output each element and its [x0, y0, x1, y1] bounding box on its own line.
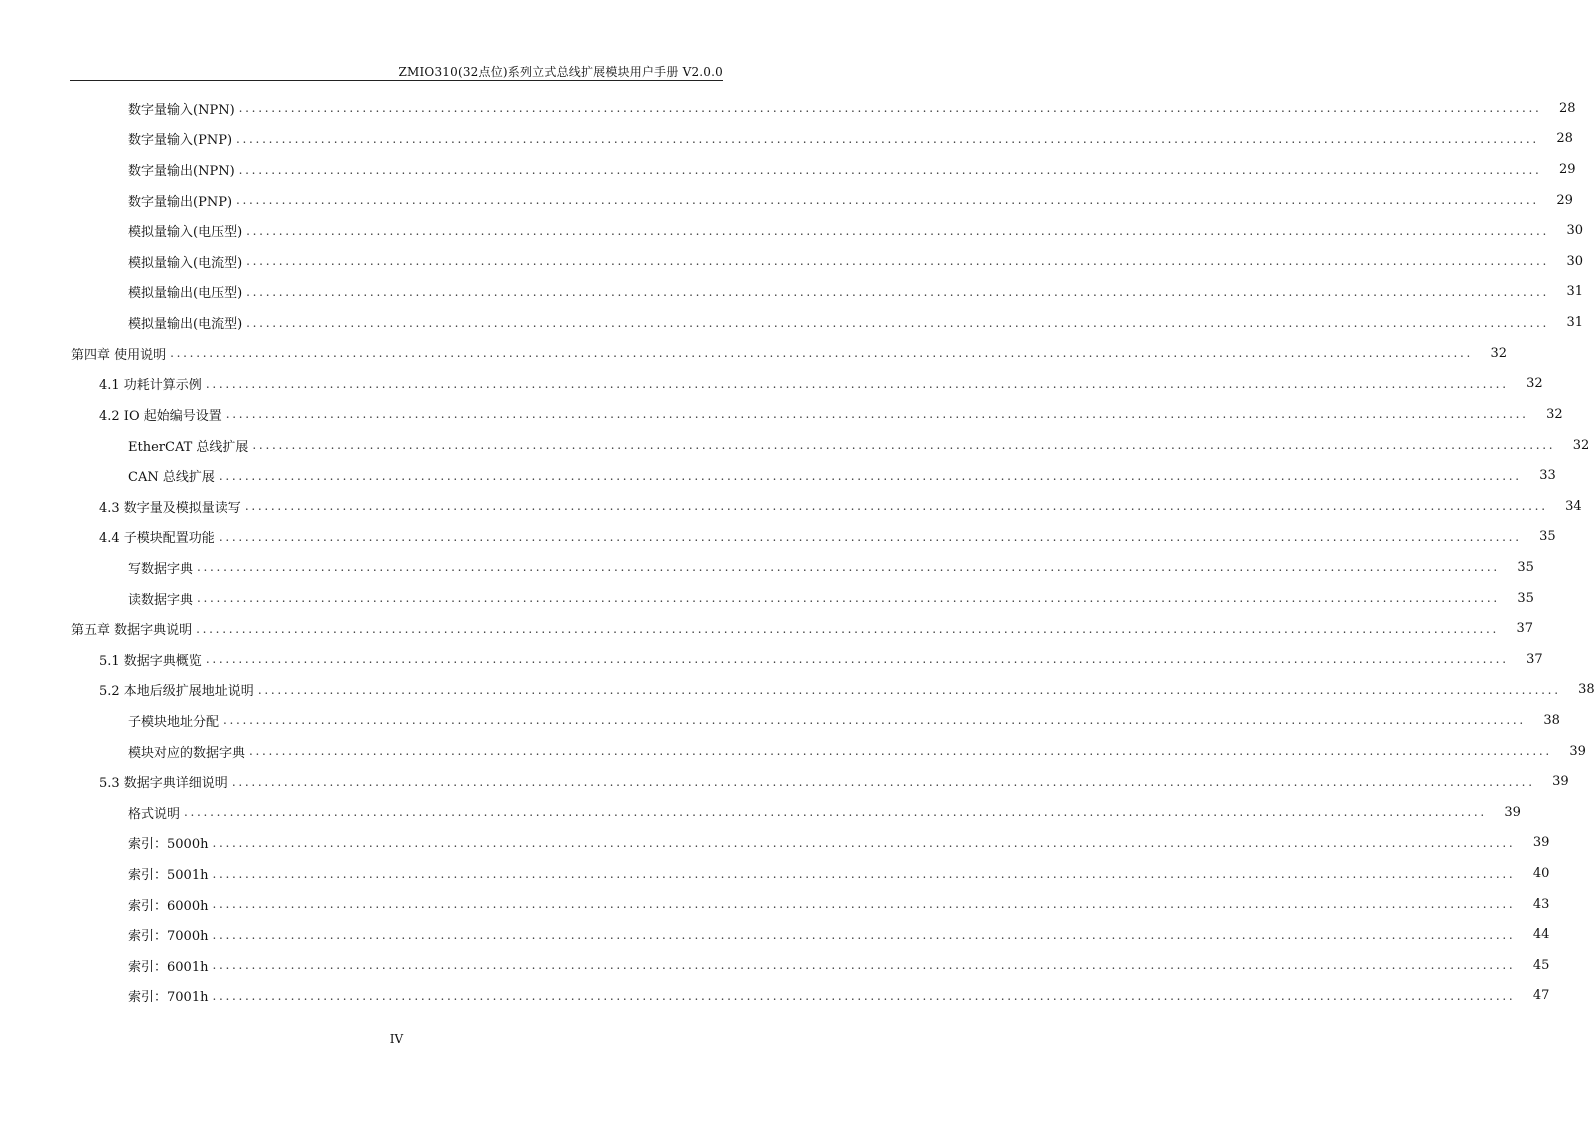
toc-entry[interactable] [0, 705, 1560, 736]
toc-entry-page: 34 [1565, 498, 1582, 514]
dot-leader: ........................................................................................................................................................................................................ [170, 346, 1474, 361]
dot-leader: ........................................................................................................................................................................................................ [212, 958, 1516, 973]
dot-leader: ........................................................................................................................................................................................................ [212, 927, 1516, 942]
document-title: ZMIO310(32点位)系列立式总线扩展模块用户手册 V2.0.0 [398, 65, 723, 79]
toc-entry[interactable] [0, 246, 1584, 277]
toc-entry-label: EtherCAT 总线扩展 [128, 439, 249, 455]
toc-entry-page: 29 [1559, 162, 1576, 178]
toc-entry-page: 33 [1539, 468, 1556, 484]
toc-entry-label: 索引：6001h [128, 959, 209, 975]
dot-leader: ........................................................................................................................................................................................................ [212, 897, 1516, 912]
toc-entry-label: 5.3 数据字典详细说明 [99, 776, 228, 792]
toc-entry-page: 28 [1556, 131, 1573, 147]
toc-entry-label: 模块对应的数据字典 [128, 745, 246, 761]
toc-entry[interactable] [0, 215, 1584, 246]
toc-entry-page: 38 [1543, 712, 1560, 728]
page-number: IV [389, 1032, 404, 1046]
toc-entry-label: 数字量输入(PNP) [128, 133, 233, 149]
toc-entry[interactable] [0, 399, 1563, 430]
toc-entry-page: 39 [1552, 774, 1569, 790]
dot-leader: ........................................................................................................................................................................................................ [249, 744, 1552, 759]
toc-entry-label: 数字量输出(NPN) [128, 164, 235, 180]
toc-entry[interactable] [0, 522, 1556, 553]
toc-entry[interactable] [0, 185, 1573, 216]
toc-entry-page: 32 [1526, 376, 1543, 392]
toc-entry-label: 模拟量输出(电流型) [128, 317, 243, 333]
dot-leader: ........................................................................................................................................................................................................ [246, 254, 1550, 269]
toc-entry-page: 47 [1532, 988, 1550, 1004]
toc-entry-label: 索引：5000h [128, 837, 209, 853]
toc-entry[interactable] [0, 368, 1543, 399]
toc-entry-label: 索引：5001h [128, 868, 209, 884]
toc-entry-page: 37 [1516, 621, 1534, 637]
toc-entry-label: 写数据字典 [128, 561, 194, 577]
toc-entry-page: 39 [1569, 743, 1586, 759]
toc-entry[interactable] [0, 124, 1573, 155]
toc-entry-page: 32 [1572, 437, 1590, 453]
toc-entry[interactable] [0, 828, 1550, 859]
dot-leader: ........................................................................................................................................................................................................ [223, 713, 1526, 728]
toc-entry-page: 38 [1578, 682, 1595, 698]
toc-entry[interactable] [0, 736, 1586, 767]
dot-leader: ........................................................................................................................................................................................................ [231, 774, 1535, 789]
toc-entry-page: 37 [1526, 651, 1543, 667]
toc-entry-label: 5.1 数据字典概览 [99, 653, 202, 669]
toc-entry-label: 模拟量输入(电压型) [128, 225, 243, 241]
toc-entry-page: 43 [1532, 896, 1550, 912]
dot-leader: ........................................................................................................................................................................................................ [244, 499, 1548, 514]
toc-entry[interactable] [0, 277, 1584, 308]
toc-entry-page: 35 [1539, 529, 1556, 545]
dot-leader: ........................................................................................................................................................................................................ [218, 468, 1522, 483]
toc-entry-label: 格式说明 [128, 806, 181, 822]
toc-entry-page: 32 [1546, 406, 1563, 422]
dot-leader: ........................................................................................................................................................................................................ [212, 866, 1516, 881]
toc-entry-page: 30 [1566, 253, 1584, 269]
toc-entry[interactable] [0, 797, 1521, 828]
dot-leader: ........................................................................................................................................................................................................ [257, 682, 1561, 697]
toc-entry-page: 29 [1556, 192, 1573, 208]
toc-entry[interactable] [0, 675, 1595, 706]
dot-leader: ........................................................................................................................................................................................................ [212, 988, 1516, 1003]
toc-entry-page: 45 [1532, 957, 1550, 973]
dot-leader: ........................................................................................................................................................................................................ [236, 131, 1539, 146]
dot-leader: ........................................................................................................................................................................................................ [205, 376, 1509, 391]
dot-leader: ........................................................................................................................................................................................................ [225, 407, 1529, 422]
toc-entry-page: 28 [1559, 100, 1576, 116]
dot-leader: ........................................................................................................................................................................................................ [184, 805, 1487, 820]
toc-entry-label: 4.2 IO 起始编号设置 [99, 408, 222, 424]
toc-entry[interactable] [0, 460, 1556, 491]
toc-entry-label: 4.4 子模块配置功能 [99, 531, 215, 547]
toc-entry-label: 模拟量输出(电压型) [128, 286, 243, 302]
toc-entry-page: 44 [1532, 927, 1550, 943]
dot-leader: ........................................................................................................................................................................................................ [246, 223, 1550, 238]
toc-entry-label: 第五章 数据字典说明 [71, 623, 193, 639]
toc-entry[interactable] [0, 766, 1569, 797]
toc-entry[interactable] [0, 307, 1584, 338]
toc-entry-page: 31 [1566, 284, 1584, 300]
dot-leader: ........................................................................................................................................................................................................ [252, 438, 1556, 452]
toc-entry-label: 模拟量输入(电流型) [128, 255, 243, 271]
dot-leader: ........................................................................................................................................................................................................ [218, 529, 1522, 544]
toc-entry-label: 索引：7000h [128, 929, 209, 945]
dot-leader: ........................................................................................................................................................................................................ [236, 193, 1539, 208]
page-header [70, 60, 723, 81]
toc-entry[interactable] [0, 950, 1550, 981]
dot-leader: ........................................................................................................................................................................................................ [196, 621, 1500, 636]
dot-leader: ........................................................................................................................................................................................................ [238, 101, 1542, 116]
toc-entry-label: 4.3 数字量及模拟量读写 [99, 500, 241, 516]
toc-entry-page: 35 [1517, 559, 1534, 575]
toc-entry[interactable] [0, 889, 1550, 920]
toc-entry-label: 读数据字典 [128, 592, 194, 608]
toc-entry-label: 4.1 功耗计算示例 [99, 378, 202, 394]
toc-entry[interactable] [0, 644, 1543, 675]
toc-entry[interactable] [0, 93, 1576, 124]
dot-leader: ........................................................................................................................................................................................................ [205, 652, 1509, 667]
dot-leader: ........................................................................................................................................................................................................ [197, 560, 1500, 575]
toc-entry[interactable] [0, 552, 1534, 583]
toc-entry-label: CAN 总线扩展 [128, 470, 215, 486]
dot-leader: ........................................................................................................................................................................................................ [246, 315, 1550, 330]
toc-entry-label: 5.2 本地后级扩展地址说明 [99, 684, 254, 700]
toc-entry-label: 索引：7001h [128, 990, 209, 1006]
toc-entry[interactable] [0, 919, 1550, 950]
toc-entry-label: 索引：6000h [128, 898, 209, 914]
toc-entry-label: 数字量输出(PNP) [128, 194, 233, 210]
toc-entry[interactable] [0, 613, 1534, 644]
toc-entry[interactable] [0, 491, 1582, 522]
toc-entry-page: 30 [1566, 223, 1584, 239]
toc-entry-page: 35 [1517, 590, 1534, 606]
toc-entry-page: 39 [1532, 835, 1550, 851]
toc-entry-label: 子模块地址分配 [128, 714, 220, 730]
dot-leader: ........................................................................................................................................................................................................ [197, 591, 1500, 606]
toc-entry-page: 40 [1532, 866, 1550, 882]
table-of-contents [0, 93, 1595, 1011]
dot-leader: ........................................................................................................................................................................................................ [212, 835, 1516, 850]
toc-entry-page: 31 [1566, 315, 1584, 331]
toc-entry-page: 39 [1504, 804, 1521, 820]
dot-leader: ........................................................................................................................................................................................................ [246, 284, 1550, 299]
toc-entry[interactable] [0, 583, 1534, 614]
toc-entry[interactable] [0, 981, 1550, 1012]
toc-entry[interactable] [0, 858, 1550, 889]
toc-entry-label: 数字量输入(NPN) [128, 102, 235, 118]
toc-entry-page: 32 [1490, 345, 1508, 361]
toc-entry[interactable] [0, 430, 1590, 461]
toc-entry[interactable] [0, 338, 1508, 369]
toc-entry[interactable] [0, 154, 1576, 185]
dot-leader: ........................................................................................................................................................................................................ [238, 162, 1542, 177]
toc-entry-label: 第四章 使用说明 [71, 347, 167, 363]
